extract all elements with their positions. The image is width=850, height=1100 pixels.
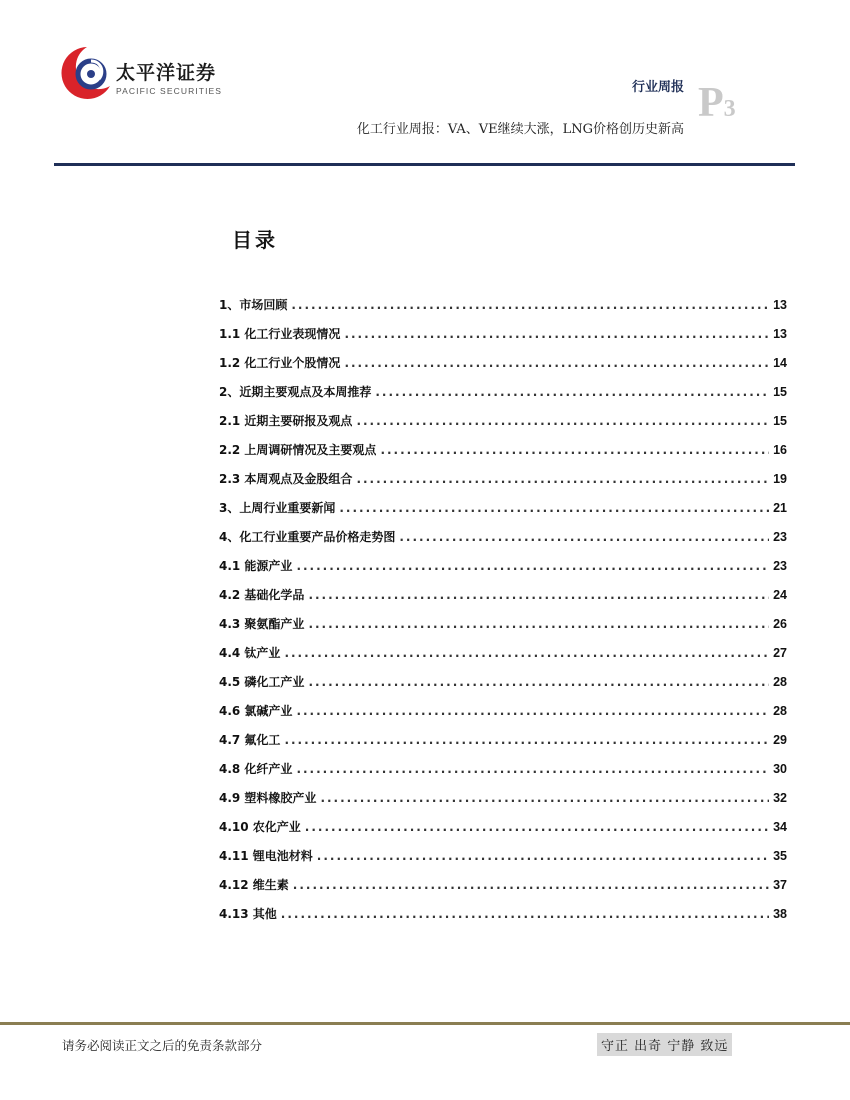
toc-list xyxy=(219,296,787,934)
toc-entry-page: 32 xyxy=(773,791,787,805)
toc-entry[interactable] xyxy=(219,296,787,325)
toc-dot-leader xyxy=(296,704,769,718)
toc-entry[interactable] xyxy=(219,789,787,818)
toc-dot-leader xyxy=(308,675,769,689)
toc-dot-leader xyxy=(291,298,769,312)
toc-entry-page: 23 xyxy=(773,559,787,573)
toc-entry[interactable] xyxy=(219,586,787,615)
toc-dot-leader xyxy=(281,907,769,921)
company-slogan: 守正 出奇 宁静 致远 xyxy=(597,1033,732,1056)
brand-name xyxy=(116,62,222,96)
toc-entry-label: 2.2 上周调研情况及主要观点 xyxy=(219,443,377,457)
toc-entry[interactable] xyxy=(219,702,787,731)
toc-entry-label: 4.5 磷化工产业 xyxy=(219,675,305,689)
toc-entry-page: 15 xyxy=(773,385,787,399)
toc-entry[interactable] xyxy=(219,818,787,847)
toc-entry-label: 1.1 化工行业表现情况 xyxy=(219,327,341,341)
toc-entry-label: 4.3 聚氨酯产业 xyxy=(219,617,305,631)
toc-entry-label: 2.3 本周观点及金股组合 xyxy=(219,472,353,486)
page-number-mark xyxy=(698,82,736,124)
page-mark-number: 3 xyxy=(723,96,736,122)
toc-dot-leader xyxy=(317,849,769,863)
toc-entry-label: 2、近期主要观点及本周推荐 xyxy=(219,385,372,399)
toc-entry-page: 34 xyxy=(773,820,787,834)
toc-dot-leader xyxy=(308,617,769,631)
toc-entry[interactable] xyxy=(219,673,787,702)
toc-entry[interactable] xyxy=(219,528,787,557)
page-mark-letter: P xyxy=(698,80,724,126)
toc-entry-label: 4.8 化纤产业 xyxy=(219,762,293,776)
pacific-securities-logo-icon xyxy=(58,44,116,102)
toc-dot-leader xyxy=(320,791,769,805)
toc-entry[interactable] xyxy=(219,644,787,673)
toc-entry[interactable] xyxy=(219,731,787,760)
toc-entry[interactable] xyxy=(219,470,787,499)
toc-entry-label: 4.7 氟化工 xyxy=(219,733,281,747)
toc-entry[interactable] xyxy=(219,499,787,528)
header-divider xyxy=(54,163,795,166)
toc-entry-label: 3、上周行业重要新闻 xyxy=(219,501,336,515)
toc-entry[interactable] xyxy=(219,615,787,644)
toc-dot-leader xyxy=(380,443,769,457)
toc-entry-label: 2.1 近期主要研报及观点 xyxy=(219,414,353,428)
toc-entry-label: 4.6 氯碱产业 xyxy=(219,704,293,718)
toc-entry-page: 35 xyxy=(773,849,787,863)
toc-dot-leader xyxy=(375,385,769,399)
toc-dot-leader xyxy=(296,559,769,573)
toc-heading: 目录 xyxy=(232,228,278,252)
toc-entry[interactable] xyxy=(219,412,787,441)
toc-entry[interactable] xyxy=(219,383,787,412)
toc-entry-page: 21 xyxy=(773,501,787,515)
toc-entry-page: 13 xyxy=(773,327,787,341)
toc-entry-label: 4.4 钛产业 xyxy=(219,646,281,660)
toc-dot-leader xyxy=(356,414,769,428)
toc-entry[interactable] xyxy=(219,847,787,876)
toc-entry-page: 30 xyxy=(773,762,787,776)
toc-entry[interactable] xyxy=(219,557,787,586)
toc-dot-leader xyxy=(296,762,769,776)
toc-entry-label: 4.1 能源产业 xyxy=(219,559,293,573)
toc-entry-page: 28 xyxy=(773,675,787,689)
toc-dot-leader xyxy=(284,733,769,747)
toc-entry-label: 4.2 基础化学品 xyxy=(219,588,305,602)
toc-entry-page: 28 xyxy=(773,704,787,718)
report-title: 化工行业周报：VA、VE继续大涨，LNG价格创历史新高 xyxy=(356,122,684,137)
toc-entry-page: 13 xyxy=(773,298,787,312)
toc-entry[interactable] xyxy=(219,905,787,934)
toc-entry-label: 4.13 其他 xyxy=(219,907,277,921)
footer-divider xyxy=(0,1022,850,1025)
toc-entry-label: 1、市场回顾 xyxy=(219,298,288,312)
toc-entry-page: 37 xyxy=(773,878,787,892)
toc-entry-page: 19 xyxy=(773,472,787,486)
disclaimer-text: 请务必阅读正文之后的免责条款部分 xyxy=(62,1038,263,1053)
report-type: 行业周报 xyxy=(631,80,684,95)
brand-name-cn: 太平洋证券 xyxy=(116,62,217,84)
toc-dot-leader xyxy=(308,588,769,602)
toc-entry-label: 1.2 化工行业个股情况 xyxy=(219,356,341,370)
toc-dot-leader xyxy=(305,820,769,834)
toc-entry[interactable] xyxy=(219,325,787,354)
toc-entry-page: 14 xyxy=(773,356,787,370)
toc-dot-leader xyxy=(356,472,769,486)
toc-entry-label: 4.10 农化产业 xyxy=(219,820,301,834)
toc-entry[interactable] xyxy=(219,441,787,470)
toc-entry[interactable] xyxy=(219,760,787,789)
toc-dot-leader xyxy=(284,646,769,660)
toc-entry-label: 4.11 锂电池材料 xyxy=(219,849,313,863)
toc-entry-label: 4.9 塑料橡胶产业 xyxy=(219,791,317,805)
toc-dot-leader xyxy=(339,501,769,515)
toc-entry[interactable] xyxy=(219,876,787,905)
toc-entry-page: 24 xyxy=(773,588,787,602)
toc-entry-label: 4.12 维生素 xyxy=(219,878,289,892)
toc-dot-leader xyxy=(344,356,769,370)
toc-entry-page: 26 xyxy=(773,617,787,631)
toc-entry-label: 4、化工行业重要产品价格走势图 xyxy=(219,530,396,544)
toc-dot-leader xyxy=(293,878,769,892)
brand-name-en: PACIFIC SECURITIES xyxy=(116,86,223,96)
toc-entry-page: 23 xyxy=(773,530,787,544)
toc-entry[interactable] xyxy=(219,354,787,383)
toc-dot-leader xyxy=(399,530,769,544)
toc-entry-page: 27 xyxy=(773,646,787,660)
toc-entry-page: 29 xyxy=(773,733,787,747)
toc-entry-page: 38 xyxy=(773,907,787,921)
toc-entry-page: 15 xyxy=(773,414,787,428)
toc-dot-leader xyxy=(344,327,769,341)
toc-entry-page: 16 xyxy=(773,443,787,457)
